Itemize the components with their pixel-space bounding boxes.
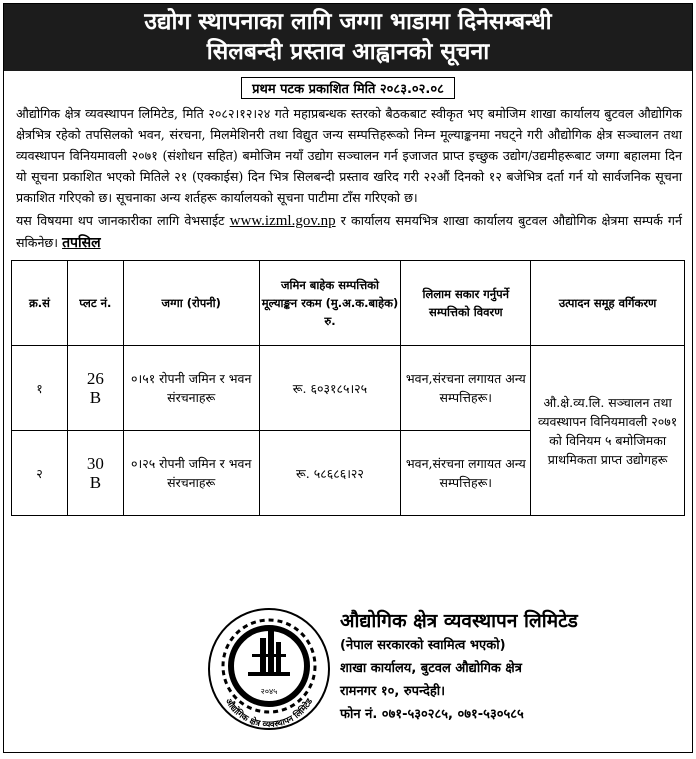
organization-seal-logo bbox=[204, 604, 334, 734]
header-plot: प्लट नं. bbox=[67, 261, 123, 346]
notice-title-banner bbox=[4, 4, 692, 71]
plot-block: B bbox=[89, 473, 102, 492]
plot-number: 26 bbox=[86, 369, 104, 388]
cell-sn: २ bbox=[12, 431, 68, 516]
property-table bbox=[11, 260, 685, 516]
header-sn: क्र.सं bbox=[12, 261, 68, 346]
header-land: जग्गा (रोपनी) bbox=[123, 261, 259, 346]
publication-date: प्रथम पटक प्रकाशित मिति २०८३.०२.०८ bbox=[241, 77, 455, 99]
notice-paragraph-1: औद्योगिक क्षेत्र व्यवस्थापन लिमिटेड, मिति २०८२।१२।२४ गते महाप्रबन्धक स्तरको बैठकबाट स्वीकृत भए बमोजिम शाखा कार्यालय बुटवल औद्योगिक क्षेत्रभित्र रहेको तपसिलको भवन, संरचना, मिलमेशिनरी तथा विद्युत जन्य सम्पत्तिहरूको निम्न मूल्याङ्कनमा नघट्ने गरी औद्योगिक क्षेत्र सञ्चालन तथा व्यवस्थापन विनियमावली २०७१ (संशोधन सहित) बमोजिम नयाँ उद्योग सञ्चालन गर्न इजाजत प्राप्त इच्छुक उद्योग/उद्यमीहरूबाट जग्गा बहालमा दिन यो सूचना प्रकाशित भएको मितिले २१ (एक्काईस) दिन भित्र सिलबन्दी प्रस्ताव खरिद गरी २२औं दिनको १२ बजेभित्र दर्ता गर्न यो सार्वजनिक सूचना प्रकाशित गरिएको छ। सूचनाका अन्य शर्तहरू कार्यालयको सूचना पाटीमा टाँस गरिएको छ। bbox=[16, 106, 682, 205]
cell-plot bbox=[67, 346, 123, 431]
notice-body bbox=[4, 99, 692, 254]
notice-title-line2: सिलबन्दी प्रस्ताव आह्वानको सूचना bbox=[206, 39, 490, 65]
header-category: उत्पादन समूह वर्गिकरण bbox=[531, 261, 685, 346]
cell-valuation: रू. ६०३१८५।२५ bbox=[259, 346, 401, 431]
notice-title-line1: उद्योग स्थापनाका लागि जग्गा भाडामा दिनेसम्बन्धी bbox=[144, 9, 552, 35]
cell-land: ०।५१ रोपनी जमिन र भवन संरचनाहरू bbox=[123, 346, 259, 431]
office-address: रामनगर १०, रुपन्देही। bbox=[340, 684, 446, 699]
table-row bbox=[12, 346, 685, 431]
cell-valuation: रू. ५८६८६।२२ bbox=[259, 431, 401, 516]
cell-plot bbox=[67, 431, 123, 516]
cell-land: ०।२५ रोपनी जमिन र भवन संरचनाहरू bbox=[123, 431, 259, 516]
plot-block: B bbox=[89, 388, 102, 407]
phone-numbers: फोन नं. ०७१-५३०२८५, ०७१-५३०५८५ bbox=[340, 707, 524, 722]
notice-paragraph-2 bbox=[16, 210, 682, 254]
cell-assets: भवन,संरचना लगायत अन्य सम्पत्तिहरू। bbox=[401, 346, 531, 431]
organization-ownership: (नेपाल सरकारको स्वामित्व भएको) bbox=[340, 638, 506, 653]
table-header-row bbox=[12, 261, 685, 346]
cell-assets: भवन,संरचना लगायत अन्य सम्पत्तिहरू। bbox=[401, 431, 531, 516]
organization-contact bbox=[340, 608, 690, 726]
cell-sn: १ bbox=[12, 346, 68, 431]
website-link[interactable]: www.izml.gov.np bbox=[229, 213, 336, 229]
tapsil-heading: तपसिल bbox=[62, 235, 101, 251]
notice-page bbox=[3, 3, 693, 753]
header-assets: लिलाम सकार गर्नुपर्ने सम्पत्तिको विवरण bbox=[401, 261, 531, 346]
footer bbox=[4, 604, 692, 752]
seal-year: २०४५ bbox=[260, 687, 278, 696]
header-valuation: जमिन बाहेक सम्पत्तिको मूल्याङ्कन रकम (मु.अ.क.बाहेक) रु. bbox=[259, 261, 401, 346]
cell-category: औ.क्षे.व्य.लि. सञ्चालन तथा व्यवस्थापन विनियमावली २०७१ को विनियम ५ बमोजिमका प्राथमिकता प्राप्त उद्योगहरू bbox=[531, 346, 685, 516]
branch-office: शाखा कार्यालय, बुटवल औद्योगिक क्षेत्र bbox=[340, 661, 522, 676]
paragraph2-before: यस विषयमा थप जानकारीका लागि वेभसाईट bbox=[16, 213, 225, 228]
paragraph2-after: र कार्यालय समयभित्र शाखा कार्यालय बुटवल औद्योगिक क्षेत्रमा सम्पर्क गर्न सकिनेछ। bbox=[16, 213, 682, 250]
organization-name: औद्योगिक क्षेत्र व्यवस्थापन लिमिटेड bbox=[340, 610, 578, 632]
publication-date-box bbox=[4, 77, 692, 99]
plot-number: 30 bbox=[86, 454, 104, 473]
seal-text: औद्योगिक क्षेत्र व्यवस्थापन लिमिटेड bbox=[222, 697, 316, 731]
